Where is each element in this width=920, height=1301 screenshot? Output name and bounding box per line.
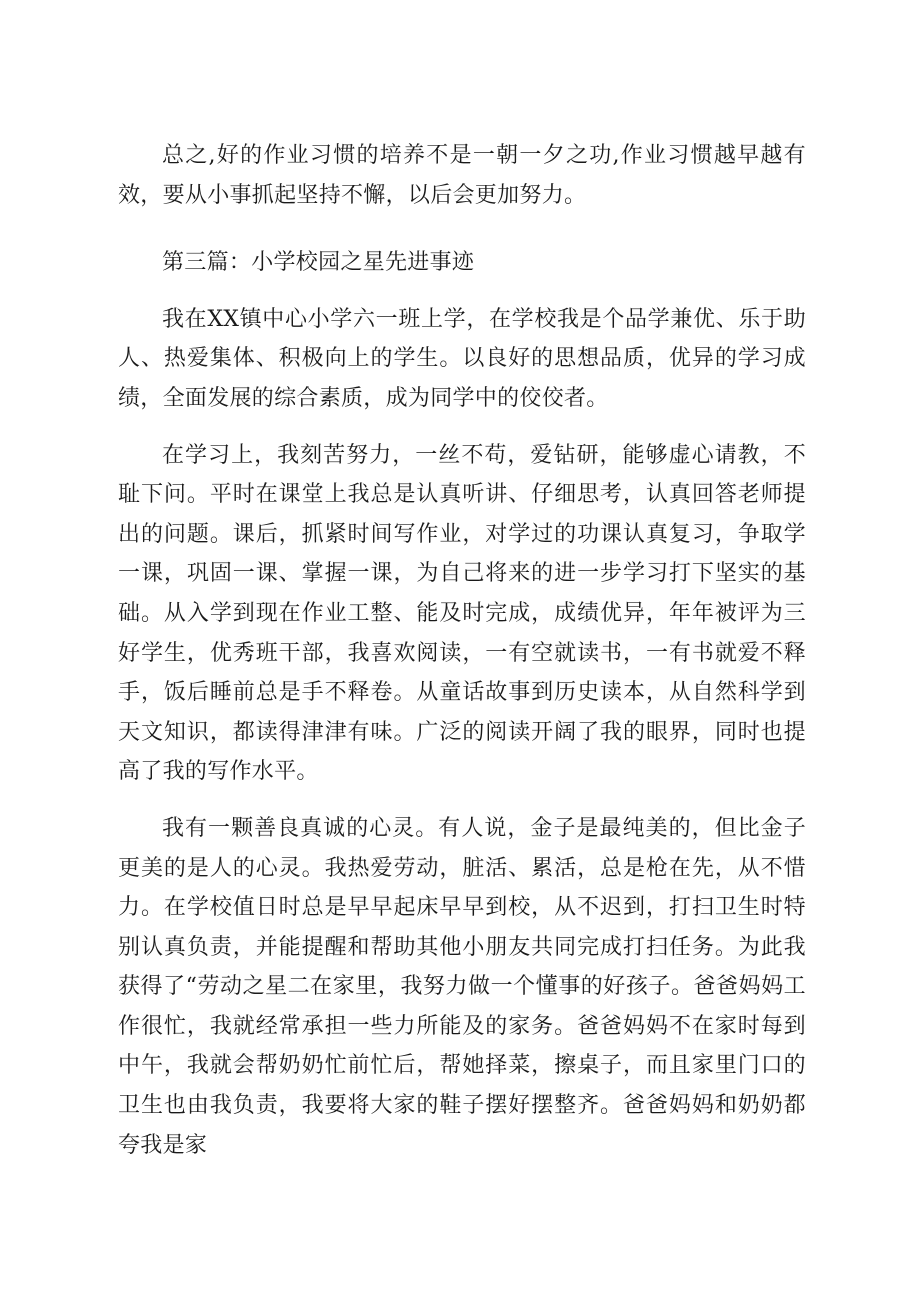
paragraph-introduction: 我在XX镇中心小学六一班上学，在学校我是个品学兼优、乐于助人、热爱集体、积极向上的学生。以良好的思想品质，优异的学习成绩，全面发展的综合素质，成为同学中的佼佼者。 bbox=[118, 306, 806, 411]
paragraph-study: 在学习上，我刻苦努力，一丝不苟，爱钻研，能够虚心请教，不耻下问。平时在课堂上我总是认真听讲、仔细思考，认真回答老师提出的问题。课后，抓紧时间写作业，对学过的功课认真复习，争取学一课，巩固一课、掌握一课，为自己将来的进一步学习打下坚实的基础。从入学到现在作业工整、能及时完成，成绩优异，年年被评为三好学生，优秀班干部，我喜欢阅读，一有空就读书，一有书就爱不释手，饭后睡前总是手不释卷。从童话故事到历史读本，从自然科学到天文知识，都读得津津有味。广泛的阅读开阔了我的眼界，同时也提高了我的写作水平。 bbox=[118, 442, 806, 785]
section-heading: 第三篇：小学校园之星先进事迹 bbox=[162, 250, 475, 276]
document-page bbox=[118, 136, 806, 1182]
paragraph-character: 我有一颗善良真诚的心灵。有人说，金子是最纯美的，但比金子更美的是人的心灵。我热爱劳动，脏活、累活，总是枪在先，从不惜力。在学校值日时总是早早起床早早到校，从不迟到，打扫卫生时特别认真负责，并能提醒和帮助其他小朋友共同完成打扫任务。为此我获得了“劳动之星二在家里，我努力做一个懂事的好孩子。爸爸妈妈工作很忙，我就经常承担一些力所能及的家务。爸爸妈妈不在家时每到中午，我就会帮奶奶忙前忙后，帮她择菜，擦桌子，而且家里门口的卫生也由我负责，我要将大家的鞋子摆好摆整齐。爸爸妈妈和奶奶都夸我是家 bbox=[118, 815, 806, 1158]
paragraph-conclusion: 总之,好的作业习惯的培养不是一朝一夕之功,作业习惯越早越有效，要从小事抓起坚持不懈，以后会更加努力。 bbox=[118, 143, 806, 208]
